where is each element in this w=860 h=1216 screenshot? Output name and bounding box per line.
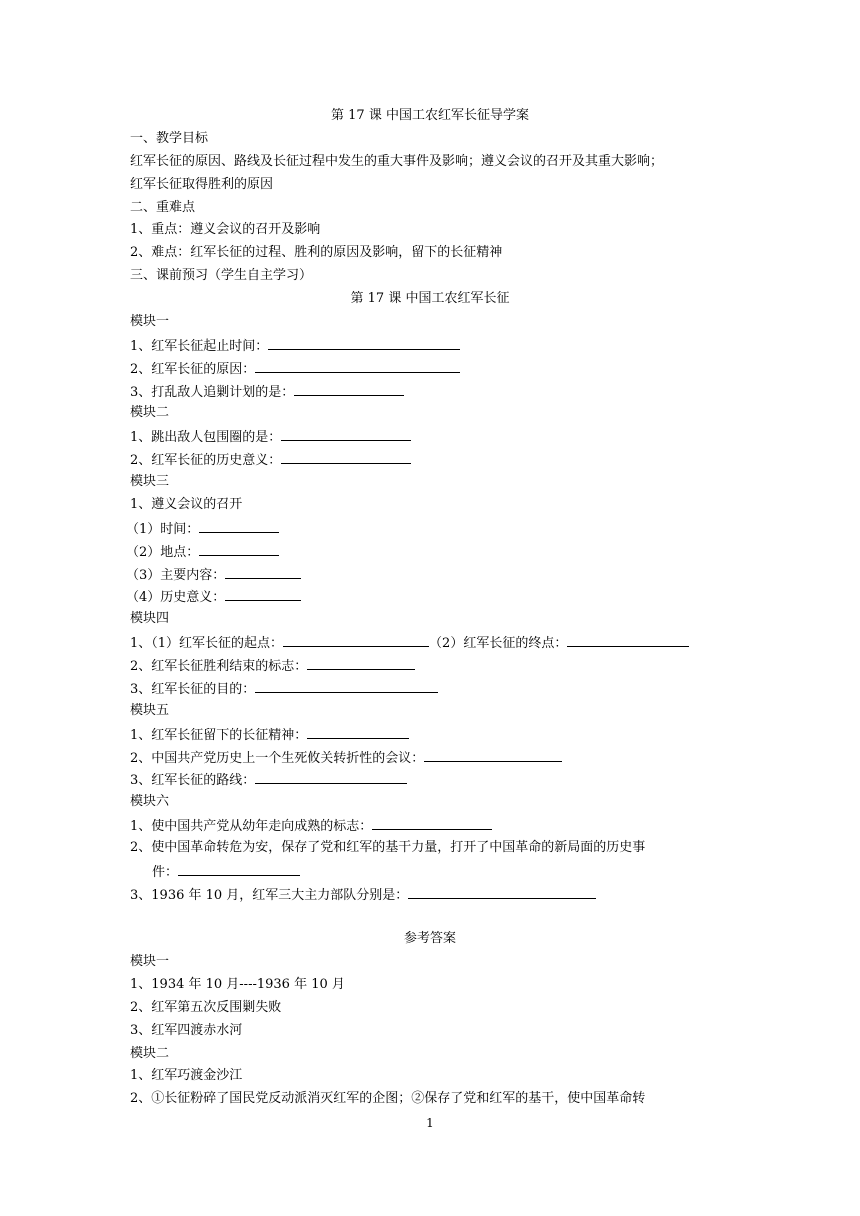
section-heading-preview: 三、课前预习（学生自主学习） [130, 268, 313, 283]
module-4-heading: 模块四 [130, 611, 170, 626]
answer-blank[interactable] [372, 817, 492, 830]
question-item: 1、（1）红军长征的起点： （2）红军长征的终点： [130, 634, 689, 652]
sub-question-item: （1）时间： [126, 520, 279, 538]
answer-blank[interactable] [408, 886, 596, 899]
section-heading-key-points: 二、重难点 [130, 200, 196, 215]
question-item: 2、红军长征胜利结束的标志： [130, 657, 415, 675]
answer-blank[interactable] [307, 657, 415, 670]
answer-blank[interactable] [283, 634, 429, 647]
module-3-heading: 模块三 [130, 474, 170, 489]
answer-item: 2、①长征粉碎了国民党反动派消灭红军的企图；②保存了党和红军的基干，使中国革命转 [130, 1091, 646, 1106]
question-item: 1、遵义会议的召开 [130, 497, 243, 512]
question-item: 1、使中国共产党从幼年走向成熟的标志： [130, 817, 492, 835]
answer-blank[interactable] [281, 428, 411, 441]
page-number: 1 [426, 1116, 434, 1130]
question-item: 2、使中国革命转危为安，保存了党和红军的基干力量，打开了中国革命的新局面的历史事 [130, 840, 646, 855]
answer-blank[interactable] [199, 543, 279, 556]
module-1-heading: 模块一 [130, 314, 170, 329]
answer-blank[interactable] [567, 634, 689, 647]
answer-item: 1、1934 年 10 月----1936 年 10 月 [130, 977, 345, 992]
answer-blank[interactable] [225, 588, 301, 601]
question-item: 2、红军长征的原因： [130, 360, 460, 378]
answer-blank[interactable] [268, 337, 460, 350]
answers-module-1-heading: 模块一 [130, 954, 170, 969]
question-item-continued: 件： [152, 863, 300, 881]
difficult-point-item: 2、难点：红军长征的过程、胜利的原因及影响，留下的长征精神 [130, 245, 503, 260]
question-item: 1、红军长征起止时间： [130, 337, 460, 355]
question-item: 3、红军长征的目的： [130, 680, 438, 698]
sub-question-item: （4）历史意义： [126, 588, 301, 606]
answer-blank[interactable] [199, 520, 279, 533]
answer-item: 2、红军第五次反围剿失败 [130, 1000, 282, 1015]
answer-item: 1、红军巧渡金沙江 [130, 1068, 243, 1083]
module-6-heading: 模块六 [130, 794, 170, 809]
page-title: 第 17 课 中国工农红军长征导学案 [331, 108, 529, 123]
sub-question-item: （2）地点： [126, 543, 279, 561]
module-5-heading: 模块五 [130, 703, 170, 718]
module-2-heading: 模块二 [130, 405, 170, 420]
answer-blank[interactable] [178, 863, 300, 876]
answer-blank[interactable] [294, 383, 404, 396]
answers-module-2-heading: 模块二 [130, 1046, 170, 1061]
question-item: 3、打乱敌人追剿计划的是： [130, 383, 404, 401]
objectives-text-line1: 红军长征的原因、路线及长征过程中发生的重大事件及影响；遵义会议的召开及其重大影响； [130, 154, 664, 169]
question-item: 3、1936 年 10 月，红军三大主力部队分别是： [130, 886, 596, 904]
question-item: 2、红军长征的历史意义： [130, 451, 411, 469]
answer-blank[interactable] [255, 360, 460, 373]
answer-blank[interactable] [255, 771, 407, 784]
question-item: 2、中国共产党历史上一个生死攸关转折性的会议： [130, 749, 562, 767]
question-item: 1、红军长征留下的长征精神： [130, 726, 409, 744]
sub-question-item: （3）主要内容： [126, 566, 301, 584]
key-point-item: 1、重点：遵义会议的召开及影响 [130, 222, 321, 237]
worksheet-subtitle: 第 17 课 中国工农红军长征 [350, 291, 510, 306]
question-item: 1、跳出敌人包围圈的是： [130, 428, 411, 446]
answer-blank[interactable] [225, 566, 301, 579]
answers-heading: 参考答案 [403, 931, 456, 946]
objectives-text-line2: 红军长征取得胜利的原因 [130, 177, 274, 192]
answer-blank[interactable] [281, 451, 411, 464]
answer-item: 3、红军四渡赤水河 [130, 1023, 243, 1038]
section-heading-objectives: 一、教学目标 [130, 131, 209, 146]
question-item: 3、红军长征的路线： [130, 771, 407, 789]
answer-blank[interactable] [424, 749, 562, 762]
answer-blank[interactable] [255, 680, 438, 693]
answer-blank[interactable] [307, 726, 409, 739]
